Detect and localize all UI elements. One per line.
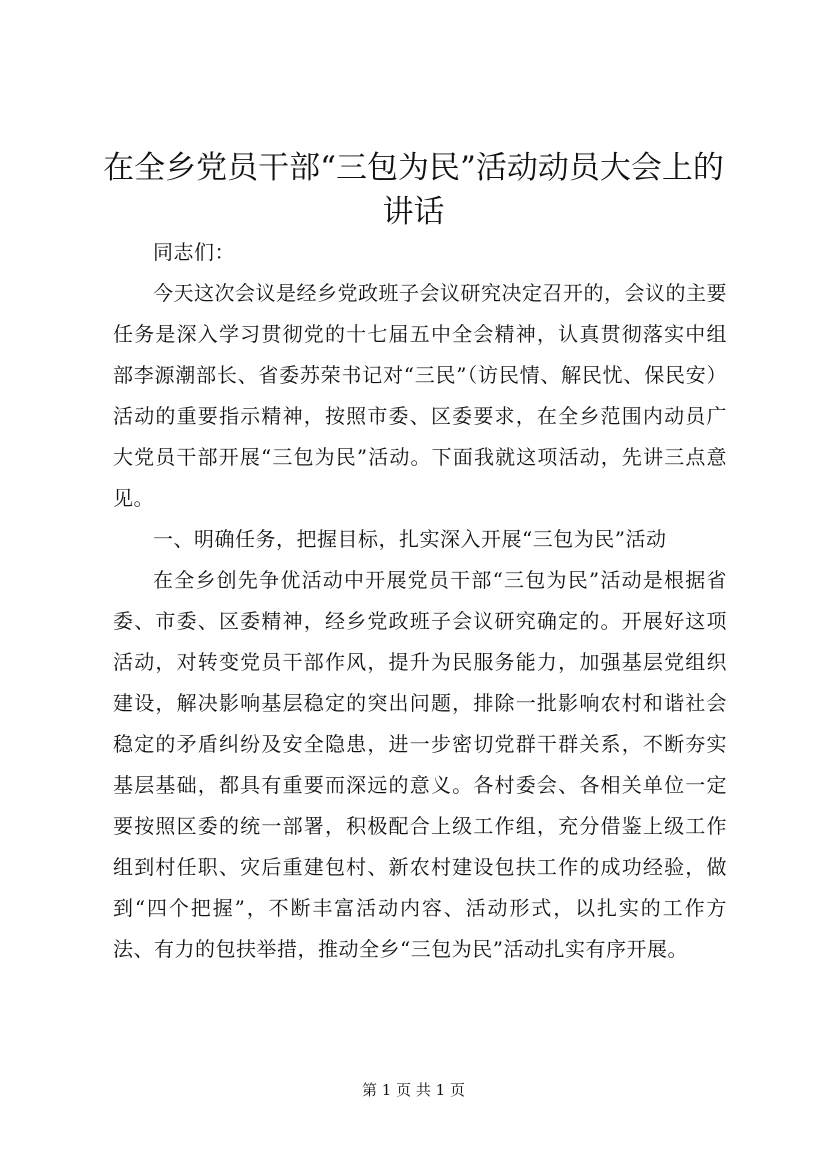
- page-footer: 第 1 页 共 1 页: [362, 1081, 465, 1099]
- intro-paragraph: 今天这次会议是经乡党政班子会议研究决定召开的，会议的主要任务是深入学习贯彻党的十七届五中全会精神，认真贯彻落实中组部李源潮部长、省委苏荣书记对“三民”（访民情、解民忧、保民安）活动的重要指示精神，按照市委、区委要求，在全乡范围内动员广大党员干部开展“三包为民”活动。下面我就这项活动，先讲三点意见。: [113, 281, 727, 510]
- section-body-paragraph: 在全乡创先争优活动中开展党员干部“三包为民”活动是根据省委、市委、区委精神，经乡党政班子会议研究确定的。开展好这项活动，对转变党员干部作风，提升为民服务能力，加强基层党组织建设，解决影响基层稳定的突出问题，排除一批影响农村和谐社会稳定的矛盾纠纷及安全隐患，进一步密切党群干群关系，不断夯实基层基础，都具有重要而深远的意义。各村委会、各相关单位一定要按照区委的统一部署，积极配合上级工作组，充分借鉴上级工作组到村任职、灾后重建包村、新农村建设包扶工作的成功经验，做到“四个把握”，不断丰富活动内容、活动形式，以扎实的工作方法、有力的包扶举措，推动全乡“三包为民”活动扎实有序开展。: [113, 568, 727, 961]
- document-title: 在全乡党员干部“三包为民”活动动员大会上的讲话: [103, 150, 724, 230]
- salutation-paragraph: 同志们：: [153, 240, 235, 264]
- document-body: [113, 232, 727, 970]
- section-heading: 一、明确任务，把握目标，扎实深入开展“三包为民”活动: [153, 527, 667, 551]
